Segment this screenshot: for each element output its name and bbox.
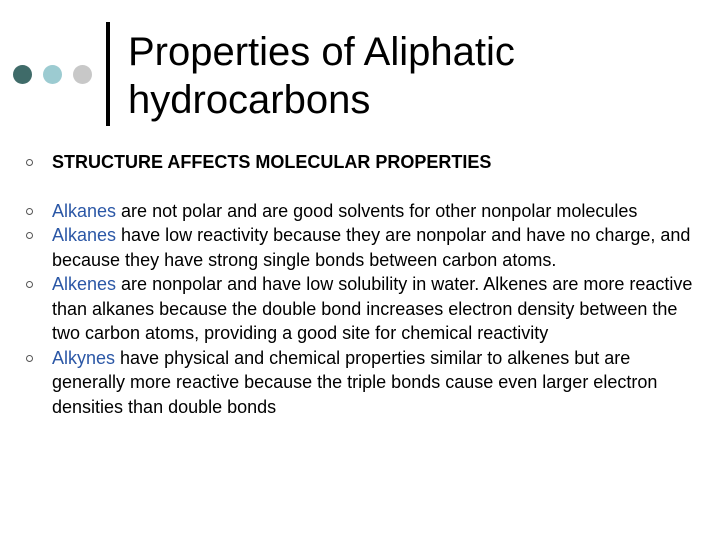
gray-dot: [73, 65, 92, 84]
bullet-keyword: Alkenes: [52, 274, 117, 294]
bullet-item: [22, 272, 702, 346]
bullet-text: are not polar and are good solvents for other nonpolar molecules: [116, 200, 638, 221]
bullet-circle-icon: [26, 355, 33, 362]
bullet-item: [22, 199, 702, 224]
bullet-keyword: Alkynes: [52, 347, 116, 368]
bullet-text: are nonpolar and have low solubility in water. Alkenes are more reactive than alkanes because the double bond increases electron density between the two carbon atoms, providing a good site for chemical reactivity: [52, 274, 693, 343]
dark-teal-dot: [13, 65, 32, 84]
bullet-keyword: Alkanes: [52, 225, 117, 245]
bullet-text: have low reactivity because they are nonpolar and have no charge, and because they have strong single bonds between carbon atoms.: [52, 225, 691, 270]
bullet-list: [22, 150, 702, 419]
bullet-keyword: Alkanes: [52, 200, 117, 221]
bullet-circle-icon: [26, 281, 33, 288]
slide-title-line-1: Properties of Aliphatic: [128, 30, 515, 74]
bullet-circle-icon: [26, 159, 33, 166]
bullet-item: [22, 346, 702, 420]
bullet-text: have physical and chemical properties similar to alkenes but are generally more reactive because the triple bonds cause even larger electron densities than double bonds: [52, 347, 658, 417]
title-divider: [106, 22, 110, 126]
slide-title-line-2: hydrocarbons: [128, 78, 371, 122]
light-teal-dot: [43, 65, 62, 84]
bullet-item: [22, 223, 702, 272]
bullet-circle-icon: [26, 232, 33, 239]
slide-title: [128, 28, 688, 124]
bullet-heading-text: STRUCTURE AFFECTS MOLECULAR PROPERTIES: [52, 152, 492, 172]
bullet-circle-icon: [26, 208, 33, 215]
bullet-heading: [22, 150, 702, 175]
decorative-dots: [13, 65, 103, 85]
